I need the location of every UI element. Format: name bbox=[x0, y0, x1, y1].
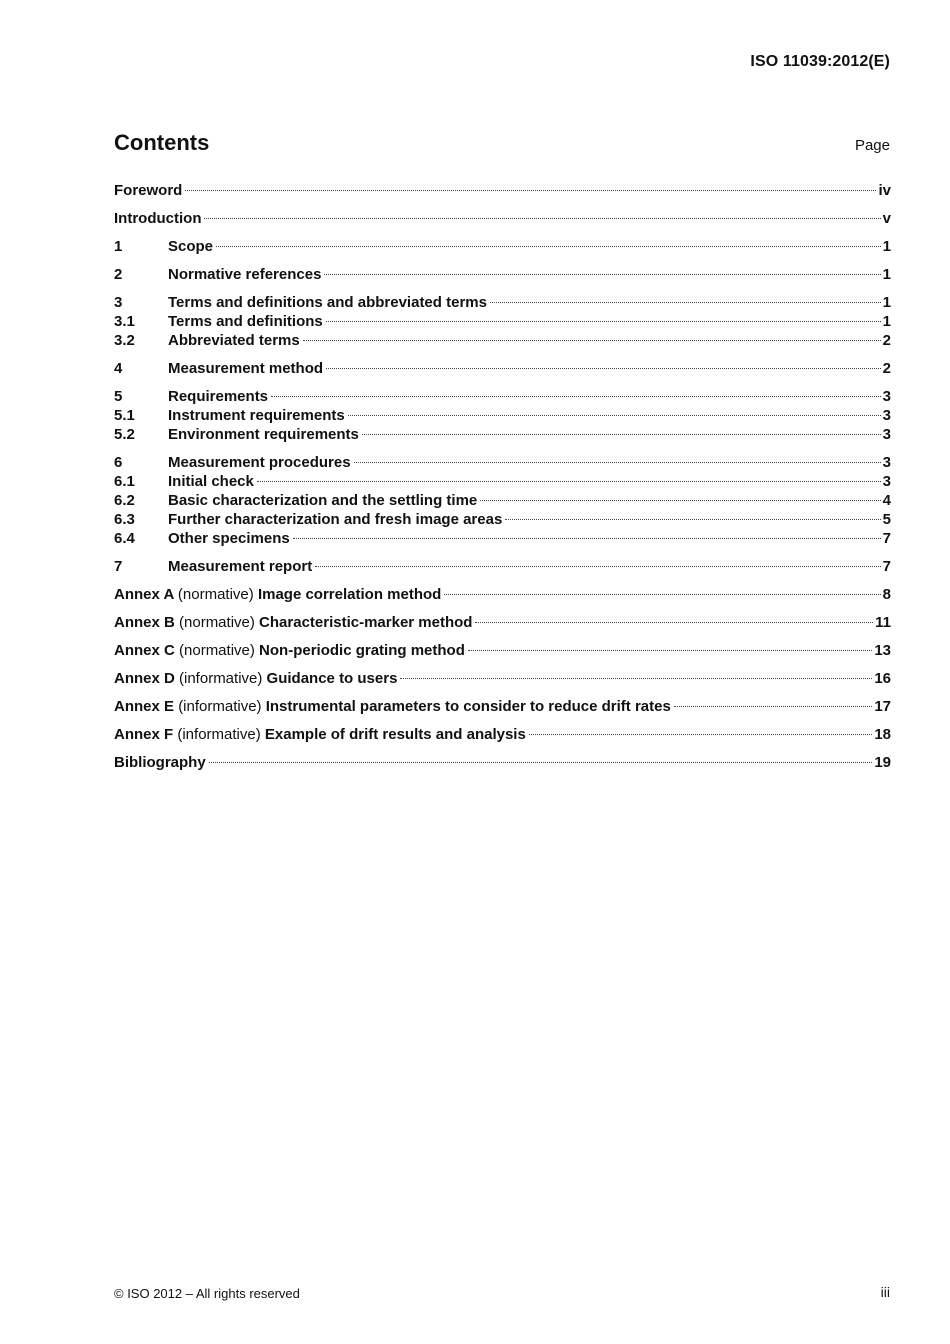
page-column-label: Page bbox=[854, 137, 890, 154]
toc-entry-title: Initial check bbox=[168, 473, 254, 490]
toc-entry[interactable] bbox=[114, 472, 891, 491]
toc-entry-number: 5 bbox=[114, 388, 123, 405]
toc-entry-title: Example of drift results and analysis bbox=[264, 726, 526, 743]
toc-entry-title: Further characterization and fresh image areas bbox=[168, 511, 503, 528]
dot-leader bbox=[315, 566, 880, 567]
toc-entry-title-group bbox=[114, 725, 526, 744]
toc-entry[interactable] bbox=[114, 753, 891, 772]
dot-leader bbox=[505, 519, 880, 520]
toc-entry-title: Bibliography bbox=[114, 754, 206, 771]
toc-entry-title-group bbox=[114, 697, 671, 716]
toc-entry-title: Normative references bbox=[168, 266, 322, 283]
toc-entry-title-group bbox=[168, 472, 254, 491]
toc-entry[interactable] bbox=[114, 529, 891, 548]
annex-label: Annex F bbox=[114, 726, 174, 743]
toc-entry-page: 18 bbox=[874, 726, 891, 743]
dot-leader bbox=[490, 302, 881, 303]
dot-leader bbox=[354, 462, 881, 463]
toc-entry-number: 1 bbox=[114, 238, 123, 255]
toc-entry-number: 2 bbox=[114, 266, 123, 283]
toc-entry-title: Instrument requirements bbox=[168, 407, 345, 424]
toc-entry-title-group bbox=[168, 331, 300, 350]
dot-leader bbox=[293, 538, 881, 539]
annex-type: (informative) bbox=[178, 698, 262, 715]
toc-entry-title: Abbreviated terms bbox=[168, 332, 300, 349]
toc-entry-page: 1 bbox=[882, 238, 891, 255]
toc-entry[interactable] bbox=[114, 697, 891, 716]
toc-entry-page: 7 bbox=[882, 558, 891, 575]
toc-entry-page: 5 bbox=[882, 511, 891, 528]
toc-entry[interactable] bbox=[114, 181, 891, 200]
toc-entry-title: Requirements bbox=[168, 388, 269, 405]
dot-leader bbox=[257, 481, 881, 482]
footer-copyright: © ISO 2012 – All rights reserved bbox=[114, 1286, 300, 1301]
annex-label: Annex C bbox=[114, 642, 175, 659]
toc-entry[interactable] bbox=[114, 425, 891, 444]
toc-entry-title: Scope bbox=[168, 238, 214, 255]
toc-entry-title: Measurement method bbox=[168, 360, 324, 377]
toc-entry-page: 11 bbox=[875, 614, 891, 631]
toc-entry[interactable] bbox=[114, 359, 891, 378]
toc-entry-page: 3 bbox=[882, 388, 891, 405]
toc-entry-title: Other specimens bbox=[168, 530, 290, 547]
toc-entry[interactable] bbox=[114, 406, 891, 425]
toc-entry-title-group bbox=[168, 359, 323, 378]
toc-entry-title-group bbox=[114, 209, 201, 228]
toc-entry-title: Image correlation method bbox=[257, 586, 442, 603]
toc-entry[interactable] bbox=[114, 669, 891, 688]
toc-entry-title: Foreword bbox=[114, 182, 183, 199]
toc-entry[interactable] bbox=[114, 293, 891, 312]
toc-entry-page: iv bbox=[878, 182, 891, 199]
dot-leader bbox=[324, 274, 880, 275]
toc-entry-title-group bbox=[168, 265, 321, 284]
toc-entry-title: Terms and definitions bbox=[168, 313, 323, 330]
toc-entry-title-group bbox=[114, 641, 465, 660]
toc-entry[interactable] bbox=[114, 265, 891, 284]
toc-entry-number: 6.3 bbox=[114, 511, 135, 528]
toc-entry-page: 1 bbox=[882, 294, 891, 311]
dot-leader bbox=[468, 650, 872, 651]
toc-entry-page: 1 bbox=[882, 313, 891, 330]
toc-entry-page: 3 bbox=[882, 454, 891, 471]
toc-entry-page: 3 bbox=[882, 473, 891, 490]
toc-entry-title-group bbox=[168, 510, 502, 529]
toc-entry-title-group bbox=[168, 312, 323, 331]
toc-entry-title: Measurement report bbox=[168, 558, 313, 575]
toc-entry-title: Non-periodic grating method bbox=[259, 642, 465, 659]
toc-entry-page: 17 bbox=[874, 698, 891, 715]
dot-leader bbox=[529, 734, 873, 735]
toc-entry-number: 6.1 bbox=[114, 473, 135, 490]
toc-entry-page: 13 bbox=[874, 642, 891, 659]
dot-leader bbox=[303, 340, 881, 341]
toc-entry[interactable] bbox=[114, 491, 891, 510]
toc-entry-page: v bbox=[882, 210, 891, 227]
toc-entry[interactable] bbox=[114, 209, 891, 228]
page-title: Contents bbox=[114, 130, 210, 155]
annex-type: (normative) bbox=[177, 586, 254, 603]
toc-entry-title: Environment requirements bbox=[168, 426, 359, 443]
toc-entry[interactable] bbox=[114, 510, 891, 529]
toc-entry-title: Instrumental parameters to consider to reduce drift rates bbox=[265, 698, 671, 715]
toc-entry-title: Basic characterization and the settling time bbox=[168, 492, 478, 509]
annex-label: Annex D bbox=[114, 670, 175, 687]
dot-leader bbox=[185, 190, 876, 191]
toc-entry-number: 3 bbox=[114, 294, 123, 311]
dot-leader bbox=[674, 706, 872, 707]
dot-leader bbox=[348, 415, 881, 416]
toc-entry[interactable] bbox=[114, 557, 891, 576]
footer-page-number: iii bbox=[880, 1284, 890, 1300]
toc-entry-page: 16 bbox=[874, 670, 891, 687]
toc-entry-page: 1 bbox=[882, 266, 891, 283]
toc-entry-number: 4 bbox=[114, 360, 123, 377]
toc-entry[interactable] bbox=[114, 331, 891, 350]
toc-entry-page: 2 bbox=[882, 332, 891, 349]
toc-entry[interactable] bbox=[114, 387, 891, 406]
toc-entry[interactable] bbox=[114, 312, 891, 331]
toc-entry-page: 19 bbox=[874, 754, 891, 771]
toc-entry-title-group bbox=[168, 529, 290, 548]
toc-entry-title-group bbox=[168, 557, 312, 576]
toc-entry-number: 6.4 bbox=[114, 530, 135, 547]
dot-leader bbox=[216, 246, 881, 247]
toc-entry-title-group bbox=[114, 669, 397, 688]
annex-type: (normative) bbox=[179, 614, 255, 631]
dot-leader bbox=[326, 321, 881, 322]
toc-entry-number: 6 bbox=[114, 454, 123, 471]
toc-entry-title-group bbox=[168, 425, 359, 444]
toc-entry-title: Measurement procedures bbox=[168, 454, 351, 471]
dot-leader bbox=[271, 396, 881, 397]
toc-entry-page: 3 bbox=[882, 407, 891, 424]
toc-entry-title-group bbox=[114, 585, 441, 604]
toc-entry-title-group bbox=[168, 453, 351, 472]
toc-entry-title: Terms and definitions and abbreviated terms bbox=[168, 294, 487, 311]
toc-entry-number: 3.2 bbox=[114, 332, 135, 349]
toc-entry-title: Guidance to users bbox=[266, 670, 398, 687]
table-of-contents bbox=[114, 181, 891, 772]
dot-leader bbox=[326, 368, 881, 369]
dot-leader bbox=[480, 500, 880, 501]
document-id: ISO 11039:2012(E) bbox=[750, 53, 890, 70]
toc-entry-number: 7 bbox=[114, 558, 123, 575]
toc-entry-title-group bbox=[114, 613, 472, 632]
annex-type: (informative) bbox=[179, 670, 263, 687]
annex-type: (informative) bbox=[177, 726, 261, 743]
toc-entry[interactable] bbox=[114, 641, 891, 660]
toc-entry[interactable] bbox=[114, 613, 891, 632]
toc-entry-page: 3 bbox=[882, 426, 891, 443]
annex-label: Annex A bbox=[114, 586, 174, 603]
dot-leader bbox=[209, 762, 873, 763]
toc-entry-title-group bbox=[168, 387, 268, 406]
toc-entry[interactable] bbox=[114, 725, 891, 744]
toc-entry-title-group bbox=[168, 293, 487, 312]
dot-leader bbox=[444, 594, 880, 595]
toc-entry-page: 7 bbox=[882, 530, 891, 547]
toc-entry-number: 5.2 bbox=[114, 426, 135, 443]
toc-entry-title-group bbox=[114, 753, 206, 772]
toc-entry-title-group bbox=[114, 181, 182, 200]
dot-leader bbox=[475, 622, 873, 623]
toc-entry-number: 6.2 bbox=[114, 492, 135, 509]
annex-label: Annex B bbox=[114, 614, 175, 631]
dot-leader bbox=[204, 218, 880, 219]
toc-entry-title: Characteristic-marker method bbox=[259, 614, 473, 631]
toc-entry[interactable] bbox=[114, 585, 891, 604]
toc-entry-page: 4 bbox=[882, 492, 891, 509]
toc-entry-page: 2 bbox=[882, 360, 891, 377]
toc-entry-number: 3.1 bbox=[114, 313, 135, 330]
annex-label: Annex E bbox=[114, 698, 175, 715]
toc-entry-title-group bbox=[168, 237, 213, 256]
toc-entry-title-group bbox=[168, 406, 345, 425]
toc-entry[interactable] bbox=[114, 453, 891, 472]
dot-leader bbox=[400, 678, 872, 679]
toc-entry-page: 8 bbox=[882, 586, 891, 603]
dot-leader bbox=[362, 434, 881, 435]
annex-type: (normative) bbox=[179, 642, 255, 659]
toc-entry-number: 5.1 bbox=[114, 407, 135, 424]
toc-entry-title: Introduction bbox=[114, 210, 202, 227]
toc-entry-title-group bbox=[168, 491, 477, 510]
toc-entry[interactable] bbox=[114, 237, 891, 256]
